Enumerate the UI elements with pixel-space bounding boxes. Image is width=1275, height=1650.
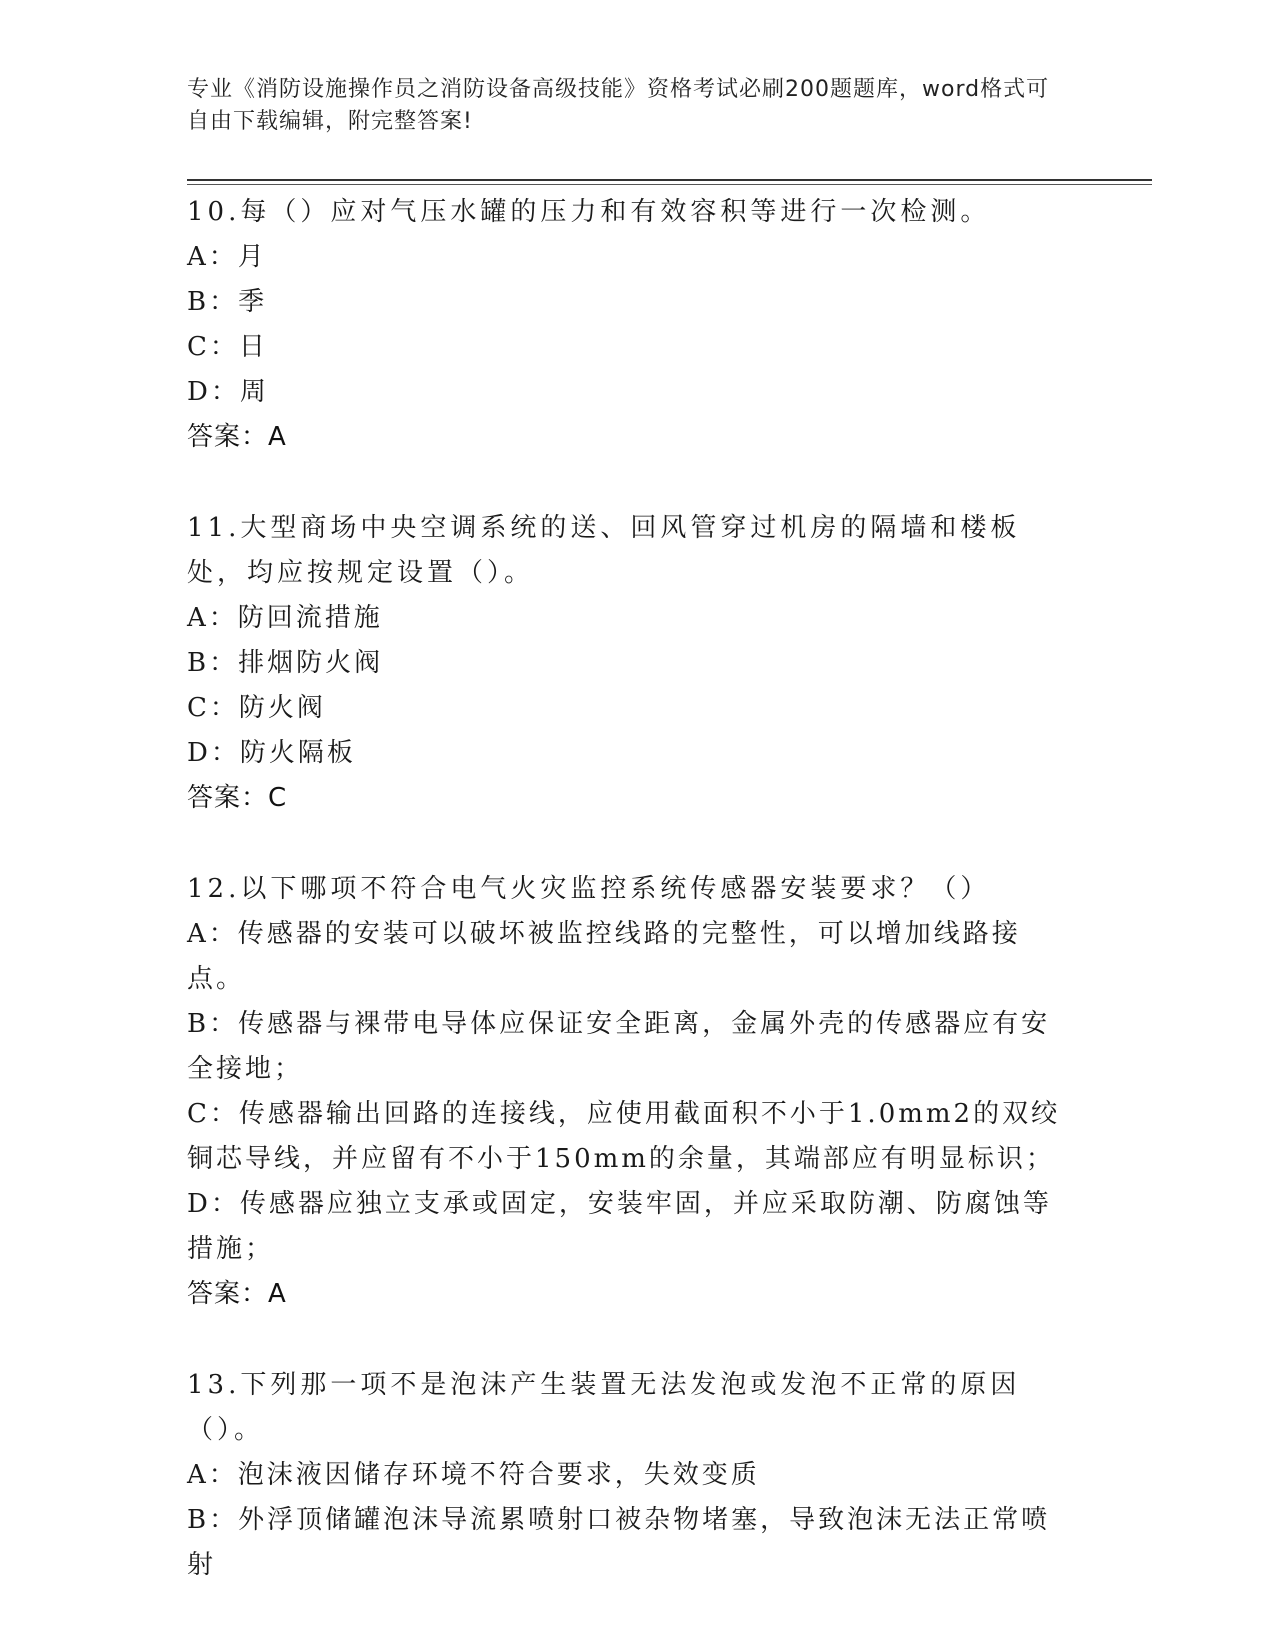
question-12 bbox=[187, 867, 1067, 1317]
header-divider-thick bbox=[187, 179, 1152, 181]
answer-label: 答案：A bbox=[187, 422, 287, 452]
option-a: A：防回流措施 bbox=[187, 603, 383, 633]
option-c: C：防火阀 bbox=[187, 693, 326, 723]
option-c: C：传感器输出回路的连接线，应使用截面积不小于1.0mm2的双绞铜芯导线，并应留有不小于150mm的余量，其端部应有明显标识； bbox=[187, 1099, 1061, 1174]
header-divider-thin bbox=[187, 184, 1152, 185]
spacer bbox=[187, 460, 1067, 506]
option-b: B：传感器与裸带电导体应保证安全距离，金属外壳的传感器应有安全接地； bbox=[187, 1009, 1051, 1084]
document-header: 专业《消防设施操作员之消防设备高级技能》资格考试必刷200题题库，word格式可自由下载编辑，附完整答案! bbox=[187, 77, 1050, 134]
option-b: B：外浮顶储罐泡沫导流累喷射口被杂物堵塞，导致泡沫无法正常喷射 bbox=[187, 1505, 1051, 1580]
answer-label: 答案：A bbox=[187, 1279, 287, 1309]
option-a: A：月 bbox=[187, 242, 267, 272]
answer-label: 答案：C bbox=[187, 783, 288, 813]
question-stem: 10.每（）应对气压水罐的压力和有效容积等进行一次检测。 bbox=[187, 197, 991, 227]
option-d: D：传感器应独立支承或固定，安装牢固，并应采取防潮、防腐蚀等措施； bbox=[187, 1189, 1052, 1264]
spacer bbox=[187, 1317, 1067, 1363]
option-d: D：防火隔板 bbox=[187, 738, 356, 768]
option-b: B：排烟防火阀 bbox=[187, 648, 384, 678]
question-13 bbox=[187, 1363, 1067, 1588]
option-a: A：泡沫液因储存环境不符合要求，失效变质 bbox=[187, 1460, 760, 1490]
spacer bbox=[187, 821, 1067, 867]
option-a: A：传感器的安装可以破坏被监控线路的完整性，可以增加线路接点。 bbox=[187, 919, 1021, 994]
question-stem: 12.以下哪项不符合电气火灾监控系统传感器安装要求？（） bbox=[187, 874, 991, 904]
question-stem: 11.大型商场中央空调系统的送、回风管穿过机房的隔墙和楼板处，均应按规定设置（）。 bbox=[187, 513, 1021, 588]
question-10 bbox=[187, 190, 1067, 460]
option-d: D：周 bbox=[187, 377, 269, 407]
question-stem: 13.下列那一项不是泡沫产生装置无法发泡或发泡不正常的原因（）。 bbox=[187, 1370, 1021, 1445]
option-c: C：日 bbox=[187, 332, 268, 362]
question-list bbox=[187, 190, 1067, 1588]
option-b: B：季 bbox=[187, 287, 268, 317]
question-11 bbox=[187, 506, 1067, 821]
